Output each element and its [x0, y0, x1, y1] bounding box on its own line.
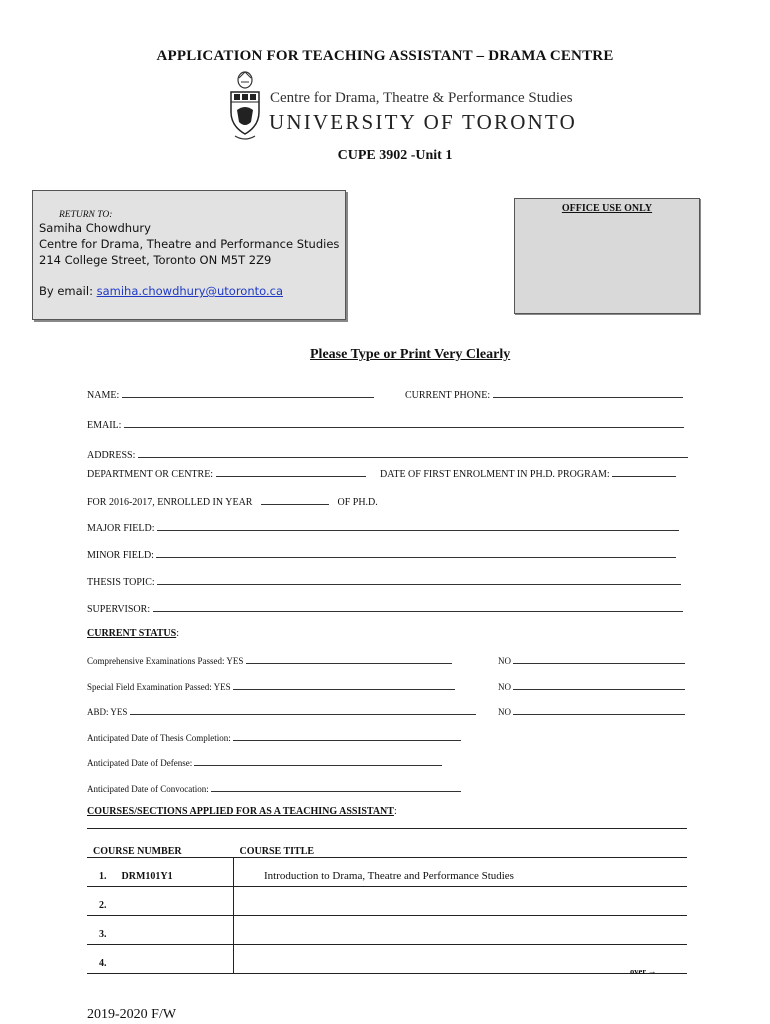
return-name: Samiha Chowdhury	[39, 221, 151, 235]
return-dept: Centre for Drama, Theatre and Performance Studies	[39, 237, 340, 251]
course-title-cell[interactable]: Introduction to Drama, Theatre and Performance Studies	[234, 858, 688, 887]
comp-exam-no-label: NO	[498, 656, 511, 666]
first-enrolment-field[interactable]	[380, 467, 676, 480]
over-indicator: over →	[630, 966, 657, 976]
course-title-cell[interactable]	[234, 945, 688, 974]
comp-exam-label: Comprehensive Examinations Passed: YES	[87, 656, 244, 666]
university-name: UNIVERSITY OF TORONTO	[269, 110, 577, 134]
major-label: MAJOR FIELD:	[87, 523, 155, 534]
first-enrolment-label: DATE OF FIRST ENROLMENT IN PH.D. PROGRAM:	[380, 469, 610, 480]
defense-label: Anticipated Date of Defense:	[87, 758, 193, 768]
department-label: DEPARTMENT OR CENTRE:	[87, 469, 214, 480]
department-name: Centre for Drama, Theatre & Performance Studies	[270, 90, 573, 106]
address-label: ADDRESS:	[87, 450, 136, 461]
instruction-heading: Please Type or Print Very Clearly	[310, 347, 511, 362]
address-field[interactable]	[87, 448, 688, 461]
abd-yes-field[interactable]	[87, 705, 476, 717]
email-field[interactable]	[87, 418, 684, 431]
defense-field[interactable]	[87, 756, 442, 768]
col-course-number: COURSE NUMBER	[87, 829, 234, 858]
course-title-cell[interactable]	[234, 887, 688, 916]
crest-icon	[227, 70, 263, 144]
major-field[interactable]	[87, 521, 679, 534]
supervisor-field[interactable]	[87, 602, 683, 615]
convocation-label: Anticipated Date of Convocation:	[87, 784, 209, 794]
enrolled-year-label: FOR 2016-2017, ENROLLED IN YEAR	[87, 497, 253, 508]
comp-exam-yes-field[interactable]	[87, 654, 452, 666]
email-label: EMAIL:	[87, 420, 122, 431]
office-use-label: OFFICE USE ONLY	[561, 203, 653, 214]
special-field-yes-field[interactable]	[87, 680, 455, 692]
courses-table	[87, 828, 687, 974]
course-row[interactable]	[87, 858, 687, 887]
abd-no-label: NO	[498, 707, 511, 717]
email-prefix: By email:	[39, 284, 93, 298]
course-row[interactable]	[87, 887, 687, 916]
return-to-label: RETURN TO:	[59, 210, 113, 220]
course-number-cell[interactable]: 1. DRM101Y1	[87, 858, 234, 887]
thesis-completion-field[interactable]	[87, 731, 461, 743]
supervisor-label: SUPERVISOR:	[87, 604, 151, 615]
special-field-no-field[interactable]	[498, 680, 685, 692]
abd-no-field[interactable]	[498, 705, 685, 717]
course-title-cell[interactable]	[234, 916, 688, 945]
thesis-field[interactable]	[87, 575, 681, 588]
minor-label: MINOR FIELD:	[87, 550, 154, 561]
course-row[interactable]	[87, 945, 687, 974]
current-status-heading: CURRENT STATUS:	[87, 628, 179, 639]
courses-heading: COURSES/SECTIONS APPLIED FOR AS A TEACHING ASSISTANT:	[87, 806, 397, 817]
phone-field[interactable]	[405, 388, 683, 401]
of-phd-label: OF PH.D.	[337, 497, 378, 508]
course-number-cell[interactable]: 4.	[87, 945, 234, 974]
minor-field[interactable]	[87, 548, 676, 561]
name-field[interactable]	[87, 388, 374, 401]
email-link[interactable]: samiha.chowdhury@utoronto.ca	[96, 284, 284, 298]
enrolled-year-field[interactable]	[87, 495, 378, 508]
phone-label: CURRENT PHONE:	[405, 390, 491, 401]
return-to-box	[32, 190, 346, 320]
course-number-cell[interactable]: 3.	[87, 916, 234, 945]
footer-term: 2019-2020 F/W	[87, 1007, 177, 1022]
thesis-label: THESIS TOPIC:	[87, 577, 155, 588]
name-label: NAME:	[87, 390, 120, 401]
convocation-field[interactable]	[87, 782, 461, 794]
form-title: APPLICATION FOR TEACHING ASSISTANT – DRAMA CENTRE	[156, 48, 614, 64]
university-logo	[225, 70, 577, 144]
special-field-no-label: NO	[498, 682, 511, 692]
col-course-title: COURSE TITLE	[234, 829, 688, 858]
courses-header-row	[87, 829, 687, 858]
office-use-box	[514, 198, 700, 314]
unit-label: CUPE 3902 -Unit 1	[337, 148, 453, 163]
course-row[interactable]	[87, 916, 687, 945]
return-address: 214 College Street, Toronto ON M5T 2Z9	[39, 253, 272, 267]
course-number-cell[interactable]: 2.	[87, 887, 234, 916]
department-field[interactable]	[87, 467, 366, 480]
special-field-label: Special Field Examination Passed: YES	[87, 682, 231, 692]
abd-label: ABD: YES	[87, 707, 128, 717]
comp-exam-no-field[interactable]	[498, 654, 685, 666]
thesis-completion-label: Anticipated Date of Thesis Completion:	[87, 733, 231, 743]
